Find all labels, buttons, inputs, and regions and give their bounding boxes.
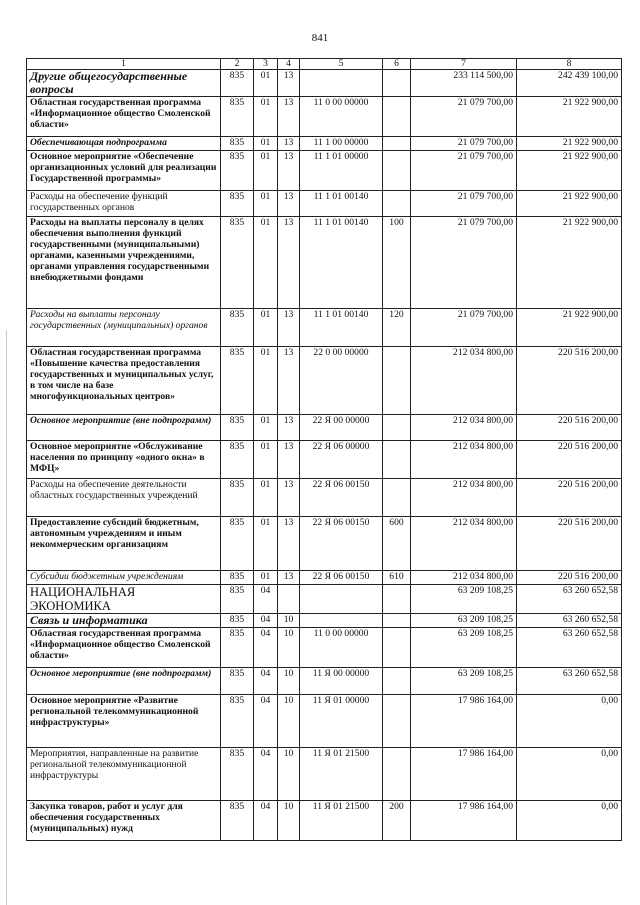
- row-expense-type: [383, 479, 411, 517]
- row-section-code: 01: [254, 309, 278, 347]
- table-row: [27, 668, 622, 695]
- table-row: [27, 479, 622, 517]
- row-amount-year1: 21 079 700,00: [411, 137, 517, 151]
- table-row: [27, 347, 622, 415]
- row-subsection-code: 13: [278, 191, 300, 217]
- table-row: [27, 517, 622, 571]
- row-name: Другие общегосударственные вопросы: [27, 70, 221, 97]
- row-expense-type: [383, 695, 411, 748]
- row-section-code: 04: [254, 628, 278, 668]
- row-subsection-code: 13: [278, 415, 300, 441]
- row-expense-type: [383, 628, 411, 668]
- row-subsection-code: 10: [278, 668, 300, 695]
- row-admin-code: 835: [221, 217, 254, 309]
- row-admin-code: 835: [221, 801, 254, 841]
- row-subsection-code: 13: [278, 217, 300, 309]
- table-row: [27, 97, 622, 137]
- row-section-code: 01: [254, 97, 278, 137]
- row-amount-year1: 17 986 164,00: [411, 801, 517, 841]
- row-amount-year1: 63 209 108,25: [411, 668, 517, 695]
- row-amount-year1: 212 034 800,00: [411, 479, 517, 517]
- row-target-article: 11 Я 01 00000: [300, 695, 383, 748]
- header-col-8: 8: [517, 59, 622, 70]
- row-admin-code: 835: [221, 70, 254, 97]
- row-expense-type: 600: [383, 517, 411, 571]
- header-row: [27, 59, 622, 70]
- row-target-article: 11 Я 01 21500: [300, 801, 383, 841]
- row-target-article: [300, 70, 383, 97]
- row-target-article: 22 Я 06 00000: [300, 441, 383, 479]
- row-admin-code: 835: [221, 695, 254, 748]
- row-admin-code: 835: [221, 191, 254, 217]
- row-admin-code: 835: [221, 748, 254, 801]
- table-row: [27, 695, 622, 748]
- row-amount-year2: 220 516 200,00: [517, 441, 622, 479]
- row-expense-type: 100: [383, 217, 411, 309]
- table-row: [27, 571, 622, 585]
- row-admin-code: 835: [221, 517, 254, 571]
- row-target-article: 11 1 01 00140: [300, 217, 383, 309]
- row-admin-code: 835: [221, 479, 254, 517]
- row-target-article: 22 0 00 00000: [300, 347, 383, 415]
- row-amount-year2: 63 260 652,58: [517, 628, 622, 668]
- row-section-code: 04: [254, 668, 278, 695]
- row-name: Расходы на обеспечение функций государственных органов: [27, 191, 221, 217]
- row-amount-year2: 63 260 652,58: [517, 585, 622, 614]
- row-name: Основное мероприятие «Развитие региональной телекоммуникационной инфраструктуры»: [27, 695, 221, 748]
- row-name: Основное мероприятие «Обслуживание населения по принципу «одного окна» в МФЦ»: [27, 441, 221, 479]
- row-expense-type: [383, 415, 411, 441]
- row-expense-type: [383, 151, 411, 191]
- row-amount-year2: 21 922 900,00: [517, 151, 622, 191]
- row-amount-year1: 63 209 108,25: [411, 628, 517, 668]
- row-section-code: 01: [254, 70, 278, 97]
- row-amount-year2: 21 922 900,00: [517, 191, 622, 217]
- row-section-code: 01: [254, 191, 278, 217]
- row-expense-type: 200: [383, 801, 411, 841]
- row-admin-code: 835: [221, 151, 254, 191]
- row-expense-type: [383, 191, 411, 217]
- row-target-article: 11 0 00 00000: [300, 97, 383, 137]
- table-body: [27, 70, 622, 841]
- row-name: Основное мероприятие (вне подпрограмм): [27, 668, 221, 695]
- row-subsection-code: 13: [278, 137, 300, 151]
- row-subsection-code: 10: [278, 628, 300, 668]
- row-target-article: 22 Я 06 00150: [300, 517, 383, 571]
- row-admin-code: 835: [221, 628, 254, 668]
- row-admin-code: 835: [221, 668, 254, 695]
- row-section-code: 01: [254, 571, 278, 585]
- row-amount-year2: 0,00: [517, 801, 622, 841]
- row-amount-year2: 63 260 652,58: [517, 668, 622, 695]
- row-subsection-code: 13: [278, 97, 300, 137]
- row-admin-code: 835: [221, 585, 254, 614]
- row-section-code: 01: [254, 217, 278, 309]
- row-section-code: 01: [254, 441, 278, 479]
- row-target-article: 11 1 01 00140: [300, 191, 383, 217]
- row-target-article: 22 Я 06 00150: [300, 571, 383, 585]
- row-target-article: [300, 614, 383, 628]
- row-amount-year1: 212 034 800,00: [411, 441, 517, 479]
- table-row: [27, 585, 622, 614]
- row-amount-year1: 21 079 700,00: [411, 191, 517, 217]
- row-amount-year2: 220 516 200,00: [517, 479, 622, 517]
- table-row: [27, 70, 622, 97]
- row-section-code: 01: [254, 517, 278, 571]
- row-subsection-code: 10: [278, 748, 300, 801]
- table-row: [27, 748, 622, 801]
- row-target-article: 22 Я 06 00150: [300, 479, 383, 517]
- row-admin-code: 835: [221, 415, 254, 441]
- row-amount-year2: 0,00: [517, 695, 622, 748]
- row-subsection-code: 13: [278, 347, 300, 415]
- row-amount-year1: 212 034 800,00: [411, 415, 517, 441]
- row-amount-year1: 212 034 800,00: [411, 571, 517, 585]
- row-name: Расходы на обеспечение деятельности областных государственных учреждений: [27, 479, 221, 517]
- row-name: Областная государственная программа «Информационное общество Смоленской области»: [27, 97, 221, 137]
- header-col-7: 7: [411, 59, 517, 70]
- row-admin-code: 835: [221, 614, 254, 628]
- row-subsection-code: 10: [278, 695, 300, 748]
- table-row: [27, 801, 622, 841]
- row-admin-code: 835: [221, 441, 254, 479]
- row-subsection-code: 13: [278, 70, 300, 97]
- row-amount-year1: 212 034 800,00: [411, 347, 517, 415]
- header-col-6: 6: [383, 59, 411, 70]
- row-expense-type: [383, 748, 411, 801]
- row-target-article: 11 Я 01 21500: [300, 748, 383, 801]
- row-amount-year2: 21 922 900,00: [517, 97, 622, 137]
- row-section-code: 01: [254, 137, 278, 151]
- row-amount-year1: 21 079 700,00: [411, 217, 517, 309]
- row-name: Обеспечивающая подпрограмма: [27, 137, 221, 151]
- row-name: Предоставление субсидий бюджетным, автономным учреждениям и иным некоммерческим организациям: [27, 517, 221, 571]
- row-amount-year1: 21 079 700,00: [411, 309, 517, 347]
- scan-margin-line: [6, 330, 7, 905]
- row-expense-type: [383, 614, 411, 628]
- row-section-code: 01: [254, 151, 278, 191]
- table-row: [27, 151, 622, 191]
- row-amount-year2: 21 922 900,00: [517, 217, 622, 309]
- row-admin-code: 835: [221, 309, 254, 347]
- row-target-article: 11 0 00 00000: [300, 628, 383, 668]
- row-admin-code: 835: [221, 137, 254, 151]
- row-amount-year2: 220 516 200,00: [517, 517, 622, 571]
- table-row: [27, 217, 622, 309]
- row-amount-year2: 21 922 900,00: [517, 309, 622, 347]
- row-amount-year1: 17 986 164,00: [411, 748, 517, 801]
- header-col-4: 4: [278, 59, 300, 70]
- row-admin-code: 835: [221, 347, 254, 415]
- header-col-5: 5: [300, 59, 383, 70]
- row-expense-type: 120: [383, 309, 411, 347]
- budget-table: [26, 58, 622, 841]
- row-subsection-code: 13: [278, 517, 300, 571]
- row-section-code: 04: [254, 614, 278, 628]
- row-name: Областная государственная программа «Информационное общество Смоленской области»: [27, 628, 221, 668]
- row-expense-type: [383, 97, 411, 137]
- row-subsection-code: [278, 585, 300, 614]
- row-name: Основное мероприятие «Обеспечение организационных условий для реализации Государственной программы»: [27, 151, 221, 191]
- row-amount-year2: 21 922 900,00: [517, 137, 622, 151]
- row-expense-type: [383, 347, 411, 415]
- row-section-code: 04: [254, 695, 278, 748]
- row-amount-year2: 0,00: [517, 748, 622, 801]
- row-name: Субсидии бюджетным учреждениям: [27, 571, 221, 585]
- row-amount-year1: 21 079 700,00: [411, 151, 517, 191]
- row-name: Расходы на выплаты персоналу в целях обеспечения выполнения функций государственными (муниципальными) органами, казенными учреждениями, органами управления государственными внебюджетными фондами: [27, 217, 221, 309]
- table-row: [27, 309, 622, 347]
- table-row: [27, 137, 622, 151]
- row-admin-code: 835: [221, 571, 254, 585]
- row-target-article: 11 1 00 00000: [300, 137, 383, 151]
- row-admin-code: 835: [221, 97, 254, 137]
- row-subsection-code: 10: [278, 614, 300, 628]
- row-expense-type: [383, 441, 411, 479]
- row-amount-year2: 63 260 652,58: [517, 614, 622, 628]
- row-expense-type: [383, 585, 411, 614]
- row-amount-year1: 233 114 500,00: [411, 70, 517, 97]
- row-section-code: 04: [254, 748, 278, 801]
- header-col-3: 3: [254, 59, 278, 70]
- row-section-code: 04: [254, 585, 278, 614]
- row-section-code: 04: [254, 801, 278, 841]
- table-row: [27, 415, 622, 441]
- table-row: [27, 441, 622, 479]
- row-amount-year2: 220 516 200,00: [517, 571, 622, 585]
- row-amount-year1: 63 209 108,25: [411, 614, 517, 628]
- row-amount-year2: 220 516 200,00: [517, 415, 622, 441]
- row-target-article: 11 1 01 00000: [300, 151, 383, 191]
- row-expense-type: [383, 70, 411, 97]
- row-name: Расходы на выплаты персоналу государственных (муниципальных) органов: [27, 309, 221, 347]
- row-name: Основное мероприятие (вне подпрограмм): [27, 415, 221, 441]
- row-amount-year1: 17 986 164,00: [411, 695, 517, 748]
- row-target-article: 22 Я 00 00000: [300, 415, 383, 441]
- table-row: [27, 191, 622, 217]
- row-expense-type: [383, 137, 411, 151]
- row-target-article: [300, 585, 383, 614]
- table-row: [27, 614, 622, 628]
- row-name: НАЦИОНАЛЬНАЯ ЭКОНОМИКА: [27, 585, 221, 614]
- row-amount-year1: 63 209 108,25: [411, 585, 517, 614]
- row-subsection-code: 13: [278, 309, 300, 347]
- row-subsection-code: 10: [278, 801, 300, 841]
- page-number: 841: [311, 32, 329, 44]
- row-name: Закупка товаров, работ и услуг для обеспечения государственных (муниципальных) нужд: [27, 801, 221, 841]
- header-col-1: 1: [27, 59, 221, 70]
- table-row: [27, 628, 622, 668]
- row-amount-year2: 220 516 200,00: [517, 347, 622, 415]
- row-subsection-code: 13: [278, 479, 300, 517]
- row-target-article: 11 1 01 00140: [300, 309, 383, 347]
- row-section-code: 01: [254, 415, 278, 441]
- row-expense-type: 610: [383, 571, 411, 585]
- header-col-2: 2: [221, 59, 254, 70]
- row-amount-year1: 212 034 800,00: [411, 517, 517, 571]
- row-name: Связь и информатика: [27, 614, 221, 628]
- row-name: Мероприятия, направленные на развитие региональной телекоммуникационной инфраструктуры: [27, 748, 221, 801]
- row-section-code: 01: [254, 479, 278, 517]
- row-name: Областная государственная программа «Повышение качества предоставления государственных и муниципальных услуг, в том числе на базе многофункциональных центров»: [27, 347, 221, 415]
- row-subsection-code: 13: [278, 441, 300, 479]
- row-amount-year1: 21 079 700,00: [411, 97, 517, 137]
- row-target-article: 11 Я 00 00000: [300, 668, 383, 695]
- row-section-code: 01: [254, 347, 278, 415]
- row-subsection-code: 13: [278, 151, 300, 191]
- row-subsection-code: 13: [278, 571, 300, 585]
- row-expense-type: [383, 668, 411, 695]
- row-amount-year2: 242 439 100,00: [517, 70, 622, 97]
